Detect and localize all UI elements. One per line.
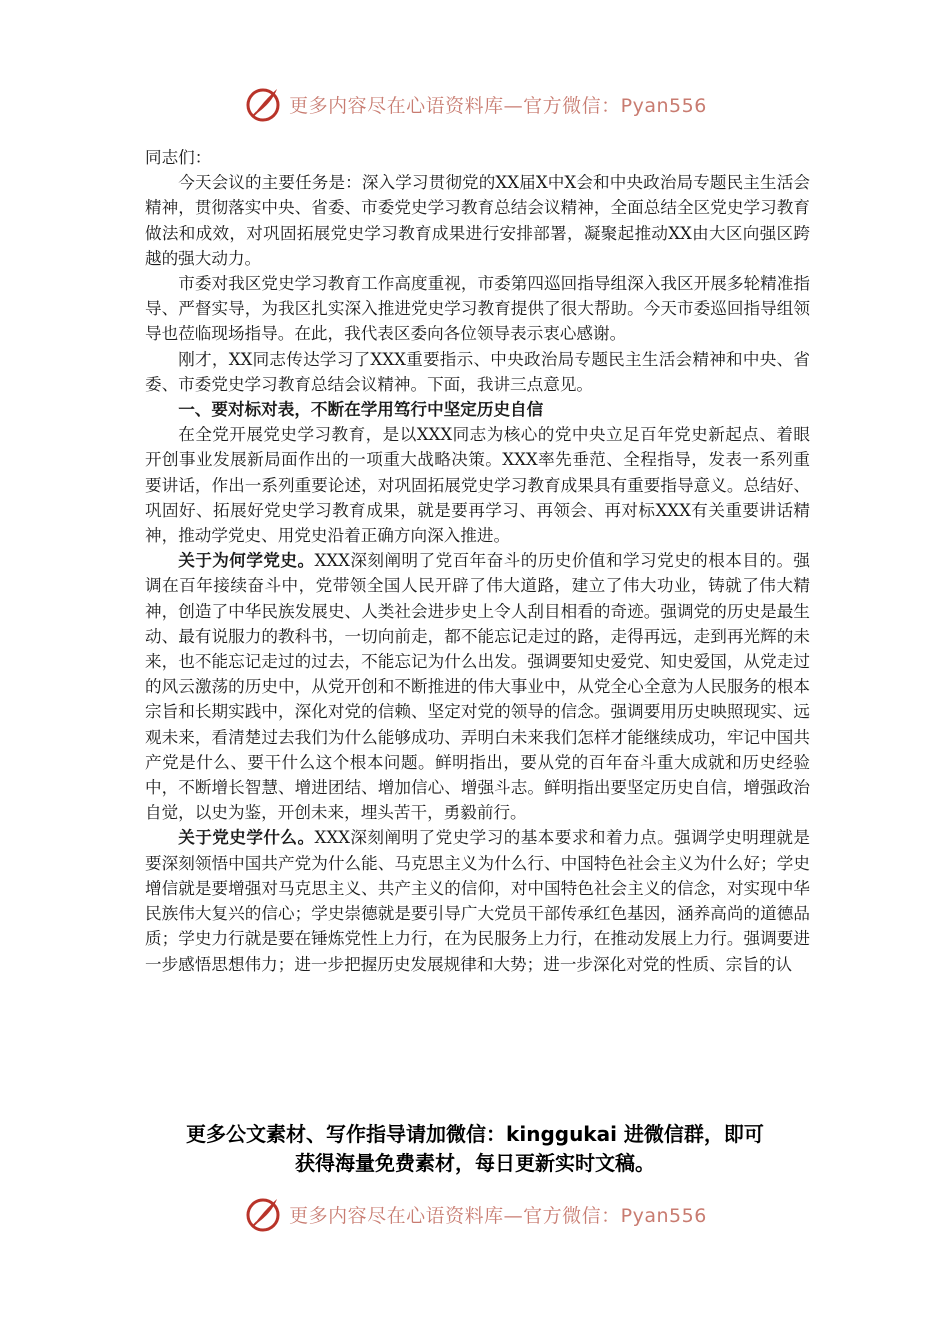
promo-notice-line-2: 获得海量免费素材，每日更新实时文稿。 <box>295 1151 655 1175</box>
paragraph-2: 市委对我区党史学习教育工作高度重视，市委第四巡回指导组深入我区开展多轮精准指导、严督实导，为我区扎实深入推进党史学习教育提供了很大帮助。今天市委巡回指导组领导也莅临现场指导。在此，我代表区委向各位领导表示衷心感谢。 <box>145 274 810 344</box>
footer-watermark-banner <box>0 1192 950 1236</box>
paragraph-5 <box>145 548 810 825</box>
banner-wechat-id: Pyan556 <box>620 94 707 117</box>
paragraph-3: 刚才，XX同志传达学习了XXX重要指示、中央政治局专题民主生活会精神和中央、省委、市委党史学习教育总结会议精神。下面，我讲三点意见。 <box>145 349 810 394</box>
banner-label: 更多内容尽在心语资料库—官方微信： <box>289 1204 621 1227</box>
promo-notice <box>120 1120 830 1178</box>
header-watermark-banner <box>0 82 950 126</box>
paragraph-5-text: XXX深刻阐明了党百年奋斗的历史价值和学习党史的根本目的。强调在百年接续奋斗中，党带领全国人民开辟了伟大道路，建立了伟大功业，铸就了伟大精神，创造了中华民族发展史、人类社会进步史上令人刮目相看的奇迹。强调党的历史是最生动、最有说服力的教科书，一切向前走，都不能忘记走过的路，走得再远，走到再光辉的未来，也不能忘记走过的过去，不能忘记为什么出发。强调要知史爱党、知史爱国，从党走过的风云激荡的历史中，从党开创和不断推进的伟大事业中，从党全心全意为人民服务的根本宗旨和长期实践中，深化对党的信赖、坚定对党的领导的信念。强调要用历史映照现实、远观未来，看清楚过去我们为什么能够成功、弄明白未来我们怎样才能继续成功，牢记中国共产党是什么、要干什么这个根本问题。鲜明指出，要从党的百年奋斗重大成就和历史经验中，不断增长智慧、增进团结、增加信心、增强斗志。鲜明指出要坚定历史自信，增强政治自觉，以史为鉴，开创未来，埋头苦干，勇毅前行。 <box>145 551 810 823</box>
paragraph-6-text: XXX深刻阐明了党史学习的基本要求和着力点。强调学史明理就是要深刻领悟中国共产党为什么能、马克思主义为什么行、中国特色社会主义为什么好；学史增信就是要增强对马克思主义、共产主义的信仰，对中国特色社会主义的信念，对实现中华民族伟大复兴的信心；学史崇德就是要引导广大党员干部传承红色基因，涵养高尚的道德品质；学史力行就是要在锤炼党性上力行，在为民服务上力行，在推动发展上力行。强调要进一步感悟思想伟力；进一步把握历史发展规律和大势；进一步深化对党的性质、宗旨的认 <box>145 828 810 974</box>
document-body <box>145 145 810 1100</box>
section-heading-1: 一、要对标对表，不断在学用笃行中坚定历史自信 <box>178 399 544 420</box>
paragraph-4: 在全党开展党史学习教育，是以XXX同志为核心的党中央立足百年党史新起点、着眼开创事业发展新局面作出的一项重大战略决策。XXX率先垂范、全程指导，发表一系列重要讲话，作出一系列重要论述，对巩固拓展党史学习教育成果具有重要指导意义。总结好、巩固好、拓展好党史学习教育成果，就是要再学习、再领会、再对标XXX有关重要讲话精神，推动学党史、用党史沿着正确方向深入推进。 <box>145 425 810 546</box>
quill-logo-icon <box>243 84 283 124</box>
paragraph-5-lead: 关于为何学党史。 <box>178 550 315 571</box>
banner-label: 更多内容尽在心语资料库—官方微信： <box>289 94 621 117</box>
promo-notice-line-1: 更多公文素材、写作指导请加微信：kinggukai 进微信群，即可 <box>186 1122 764 1146</box>
paragraph-6-lead: 关于党史学什么。 <box>178 827 315 848</box>
quill-logo-icon <box>243 1194 283 1234</box>
banner-wechat-id: Pyan556 <box>620 1204 707 1227</box>
paragraph-1: 今天会议的主要任务是：深入学习贯彻党的XX届X中X会和中央政治局专题民主生活会精神，贯彻落实中央、省委、市委党史学习教育总结会议精神，全面总结全区党史学习教育做法和成效，对巩固拓展党史学习教育成果进行安排部署，凝聚起推动XX由大区向强区跨越的强大动力。 <box>145 173 810 268</box>
paragraph-6 <box>145 825 810 976</box>
banner-text <box>289 91 707 118</box>
banner-text <box>289 1201 707 1228</box>
salutation: 同志们： <box>145 148 212 167</box>
